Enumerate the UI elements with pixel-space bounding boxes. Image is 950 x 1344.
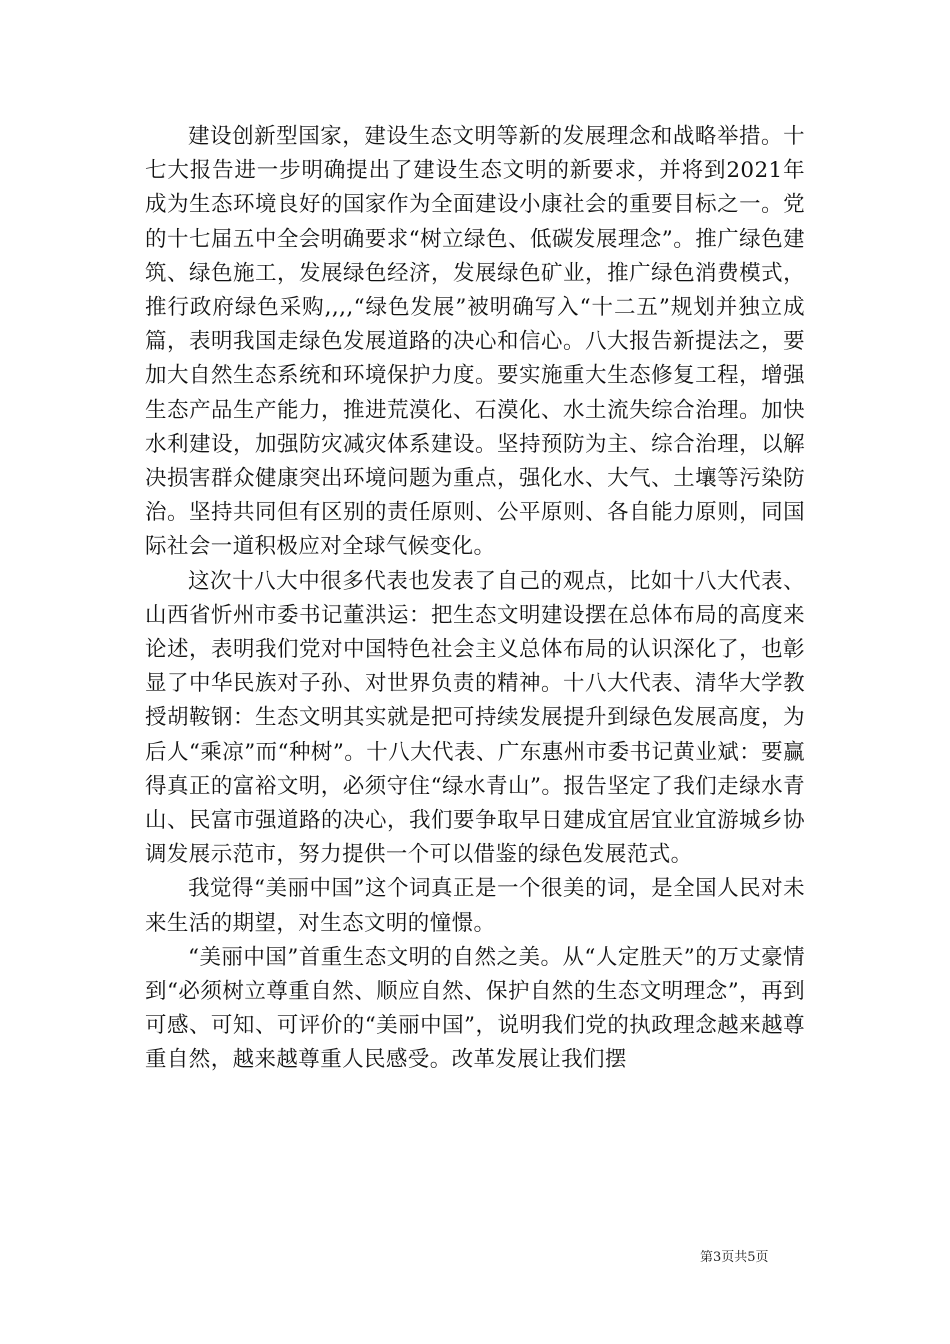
paragraph-4: “美丽中国”首重生态文明的自然之美。从“人定胜天”的万丈豪情到“必须树立尊重自然、顺应自然、保护自然的生态文明理念”，再到可感、可知、可评价的“美丽中国”，说明我们党的执政理念越来越尊重自然，越来越尊重人民感受。改革发展让我们摆 bbox=[145, 944, 805, 1073]
paragraph-3: 我觉得“美丽中国”这个词真正是一个很美的词，是全国人民对未来生活的期望，对生态文明的憧憬。 bbox=[145, 876, 805, 936]
document-body bbox=[145, 120, 805, 1078]
page-number-footer: 第3页共5页 bbox=[700, 1250, 769, 1265]
paragraph-1: 建设创新型国家，建设生态文明等新的发展理念和战略举措。十七大报告进一步明确提出了建设生态文明的新要求，并将到2021年成为生态环境良好的国家作为全面建设小康社会的重要目标之一。党的十七届五中全会明确要求“树立绿色、低碳发展理念”。推广绿色建筑、绿色施工，发展绿色经济，发展绿色矿业，推广绿色消费模式，推行政府绿色采购,,,,“绿色发展”被明确写入“十二五”规划并独立成篇，表明我国走绿色发展道路的决心和信心。八大报告新提法之，要加大自然生态系统和环境保护力度。要实施重大生态修复工程，增强生态产品生产能力，推进荒漠化、石漠化、水土流失综合治理。加快水利建设，加强防灾减灾体系建设。坚持预防为主、综合治理，以解决损害群众健康突出环境问题为重点，强化水、大气、土壤等污染防治。坚持共同但有区别的责任原则、公平原则、各自能力原则，同国际社会一道积极应对全球气候变化。 bbox=[145, 124, 805, 560]
paragraph-2: 这次十八大中很多代表也发表了自己的观点，比如十八大代表、山西省忻州市委书记董洪运：把生态文明建设摆在总体布局的高度来论述，表明我们党对中国特色社会主义总体布局的认识深化了，也彰显了中华民族对子孙、对世界负责的精神。十八大代表、清华大学教授胡鞍钢：生态文明其实就是把可持续发展提升到绿色发展高度，为后人“乘凉”而“种树”。十八大代表、广东惠州市委书记黄业斌：要赢得真正的富裕文明，必须守住“绿水青山”。报告坚定了我们走绿水青山、民富市强道路的决心，我们要争取早日建成宜居宜业宜游城乡协调发展示范市，努力提供一个可以借鉴的绿色发展范式。 bbox=[145, 568, 805, 868]
